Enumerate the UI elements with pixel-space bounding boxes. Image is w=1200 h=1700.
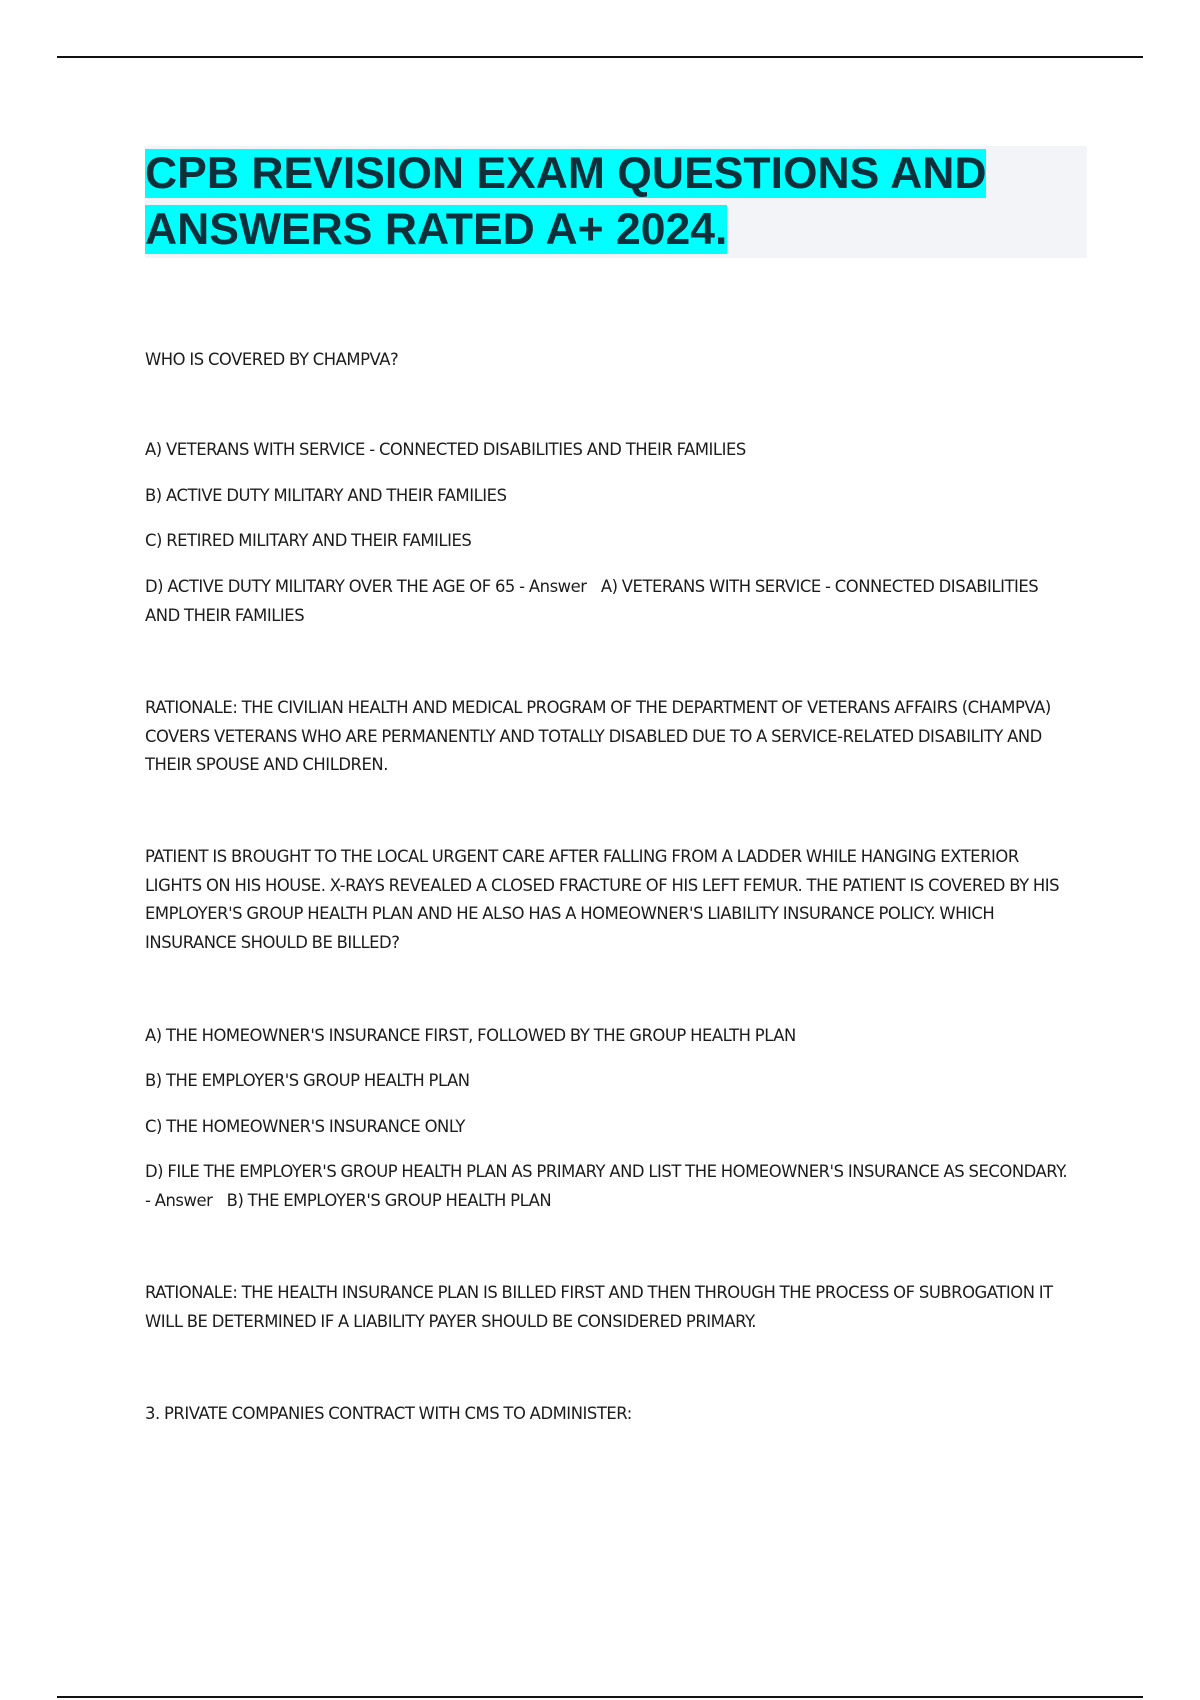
q1-option-d-with-answer	[145, 573, 1070, 630]
q2-option-d: D) FILE THE EMPLOYER'S GROUP HEALTH PLAN AS PRIMARY AND LIST THE HOMEOWNER'S INSURANCE AS SECONDARY. - Answer	[145, 1162, 1068, 1210]
q1-answer: A) VETERANS WITH SERVICE - CONNECTED DISABILITIES AND THEIR FAMILIES	[145, 577, 1039, 625]
q1-option-c: C) RETIRED MILITARY AND THEIR FAMILIES	[145, 531, 472, 550]
q2-option-b: B) THE EMPLOYER'S GROUP HEALTH PLAN	[145, 1071, 470, 1090]
document-title	[145, 146, 1065, 258]
q1-question: WHO IS COVERED BY CHAMPVA?	[145, 350, 399, 369]
q2-question: PATIENT IS BROUGHT TO THE LOCAL URGENT CARE AFTER FALLING FROM A LADDER WHILE HANGING EXTERIOR LIGHTS ON HIS HOUSE. X-RAYS REVEALED A CLOSED FRACTURE OF HIS LEFT FEMUR. THE PATIENT IS COVERED BY HIS EMPLOYER'S GROUP HEALTH PLAN AND HE ALSO HAS A HOMEOWNER'S LIABILITY INSURANCE POLICY. WHICH INSURANCE SHOULD BE BILLED?	[145, 847, 1060, 952]
q2-option-c: C) THE HOMEOWNER'S INSURANCE ONLY	[145, 1117, 465, 1136]
q1-option-a: A) VETERANS WITH SERVICE - CONNECTED DISABILITIES AND THEIR FAMILIES	[145, 440, 746, 459]
bottom-rule	[57, 1696, 1143, 1698]
q2-option-a: A) THE HOMEOWNER'S INSURANCE FIRST, FOLLOWED BY THE GROUP HEALTH PLAN	[145, 1026, 796, 1045]
title-highlight: CPB REVISION EXAM QUESTIONS AND ANSWERS RATED A+ 2024.	[145, 149, 987, 254]
q1-option-d: D) ACTIVE DUTY MILITARY OVER THE AGE OF 65 - Answer	[145, 577, 587, 596]
q2-option-d-with-answer	[145, 1158, 1070, 1215]
q3-question: 3. PRIVATE COMPANIES CONTRACT WITH CMS TO ADMINISTER:	[145, 1404, 632, 1423]
q1-rationale: RATIONALE: THE CIVILIAN HEALTH AND MEDICAL PROGRAM OF THE DEPARTMENT OF VETERANS AFFAIRS (CHAMPVA) COVERS VETERANS WHO ARE PERMANENTLY AND TOTALLY DISABLED DUE TO A SERVICE-RELATED DISABILITY AND THEIR SPOUSE AND CHILDREN.	[145, 698, 1051, 774]
q1-option-b: B) ACTIVE DUTY MILITARY AND THEIR FAMILIES	[145, 486, 507, 505]
q2-answer: B) THE EMPLOYER'S GROUP HEALTH PLAN	[226, 1190, 552, 1210]
q2-rationale: RATIONALE: THE HEALTH INSURANCE PLAN IS BILLED FIRST AND THEN THROUGH THE PROCESS OF SUBROGATION IT WILL BE DETERMINED IF A LIABILITY PAYER SHOULD BE CONSIDERED PRIMARY.	[145, 1283, 1053, 1331]
top-rule	[57, 56, 1143, 58]
